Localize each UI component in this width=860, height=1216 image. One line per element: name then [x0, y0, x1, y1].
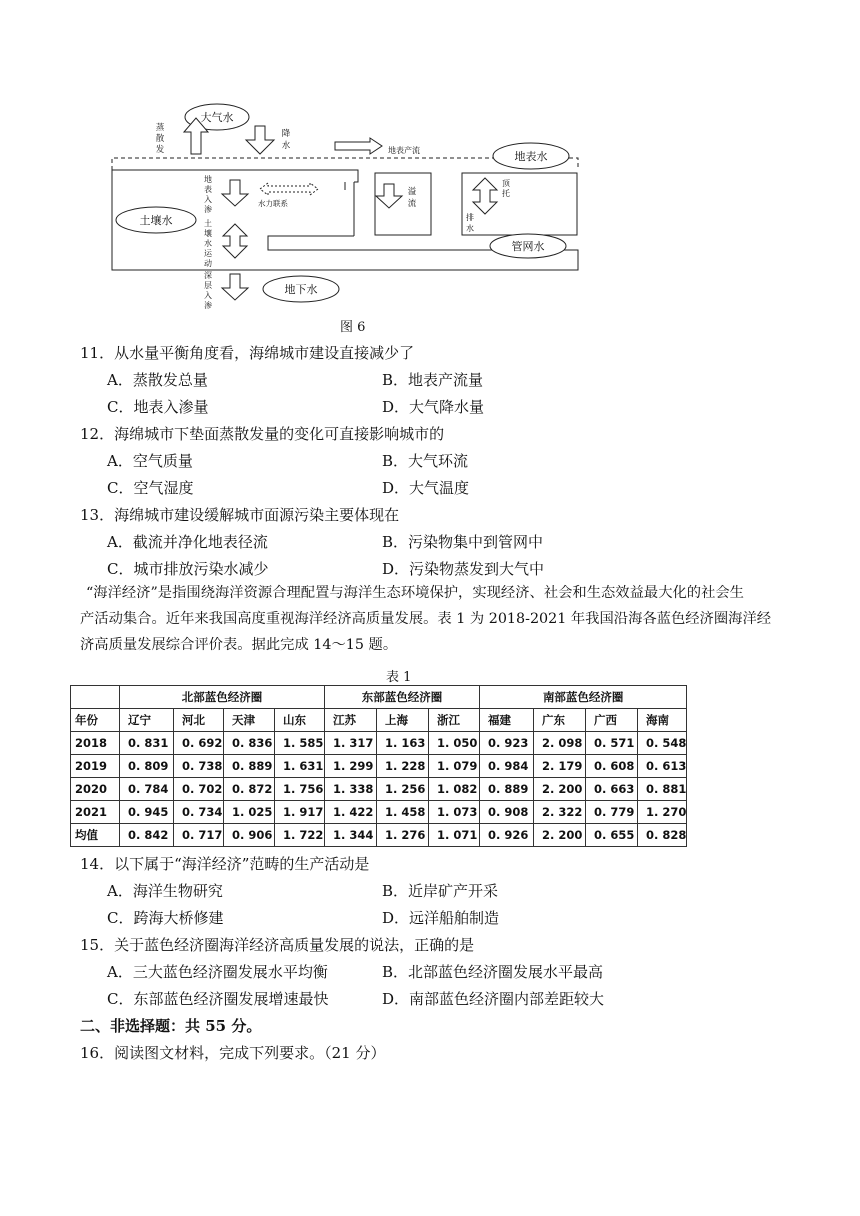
- col-header: 上海: [377, 709, 429, 732]
- value-cell: 0. 692: [174, 732, 224, 755]
- year-cell: 2018: [71, 732, 120, 755]
- col-header: 广东: [534, 709, 586, 732]
- value-cell: 2. 322: [534, 801, 586, 824]
- value-cell: 0. 881: [638, 778, 687, 801]
- drainage-label: [466, 212, 474, 233]
- value-cell: 1. 631: [275, 755, 325, 778]
- question-15-option-c: C．东部蓝色经济圈发展增速最快: [107, 990, 329, 1008]
- question-14-stem: 14．以下属于“海洋经济”范畴的生产活动是: [80, 855, 370, 873]
- year-cell: 2019: [71, 755, 120, 778]
- water-cycle-diagram: [100, 98, 600, 318]
- value-cell: 0. 779: [586, 801, 638, 824]
- table-corner-cell: [71, 686, 120, 709]
- value-cell: 1. 073: [429, 801, 480, 824]
- svg-text:壤: 壤: [204, 229, 212, 238]
- value-cell: 1. 256: [377, 778, 429, 801]
- table-row: [71, 732, 687, 755]
- value-cell: 0. 831: [120, 732, 174, 755]
- value-cell: 1. 422: [325, 801, 377, 824]
- table-group-row: [71, 686, 687, 709]
- value-cell: 0. 548: [638, 732, 687, 755]
- svg-text:地: 地: [204, 175, 212, 184]
- value-cell: 0. 809: [120, 755, 174, 778]
- pipe-water-label: 管网水: [511, 240, 545, 253]
- soil-water-label: 土壤水: [139, 214, 173, 227]
- question-15-option-d: D．南部蓝色经济圈内部差距较大: [382, 990, 605, 1008]
- value-cell: 0. 889: [480, 778, 534, 801]
- question-15-option-b: B．北部蓝色经济圈发展水平最高: [382, 963, 604, 981]
- value-cell: 0. 571: [586, 732, 638, 755]
- svg-text:托: 托: [502, 189, 510, 198]
- value-cell: 1. 917: [275, 801, 325, 824]
- question-13-stem: 13．海绵城市建设缓解城市面源污染主要体现在: [80, 506, 400, 524]
- svg-text:深: 深: [204, 271, 212, 280]
- question-15-option-a: A．三大蓝色经济圈发展水平均衡: [107, 963, 328, 981]
- precipitation-label: [282, 128, 291, 151]
- question-13-option-a: A．截流并净化地表径流: [107, 533, 268, 551]
- value-cell: 0. 889: [224, 755, 275, 778]
- svg-text:运: 运: [204, 249, 212, 258]
- value-cell: 2. 200: [534, 778, 586, 801]
- svg-text:溢: 溢: [407, 187, 417, 197]
- value-cell: 0. 906: [224, 824, 275, 847]
- infiltration-arrow: [222, 180, 248, 206]
- question-12-option-a: A．空气质量: [107, 452, 193, 470]
- group-north: 北部蓝色经济圈: [120, 686, 325, 709]
- svg-text:层: 层: [204, 281, 212, 290]
- question-13-option-c: C．城市排放污染水减少: [107, 560, 269, 578]
- jacking-drainage-arrow: [473, 178, 497, 214]
- svg-text:水: 水: [466, 224, 474, 233]
- value-cell: 1. 722: [275, 824, 325, 847]
- question-11-stem: 11．从水量平衡角度看，海绵城市建设直接减少了: [80, 344, 415, 362]
- svg-text:排: 排: [466, 213, 474, 222]
- svg-text:水: 水: [281, 141, 291, 151]
- value-cell: 1. 270: [638, 801, 687, 824]
- ground-water-label: 地下水: [284, 283, 318, 296]
- value-cell: 0. 926: [480, 824, 534, 847]
- soil-movement-arrow: [223, 224, 247, 258]
- value-cell: 1. 299: [325, 755, 377, 778]
- infiltration-label: [204, 174, 212, 214]
- svg-text:发: 发: [155, 145, 165, 155]
- passage-line-1: “海洋经济”是指围绕海洋资源合理配置与海洋生态环境保护，实现经济、社会和生态效益最大化的社会生: [86, 585, 744, 601]
- value-cell: 0. 842: [120, 824, 174, 847]
- hydraulic-link-arrow: [260, 183, 318, 195]
- overflow-label: [408, 186, 417, 209]
- value-cell: 0. 717: [174, 824, 224, 847]
- question-12-option-b: B．大气环流: [382, 452, 469, 470]
- table-caption: 表 1: [386, 670, 412, 685]
- value-cell: 1. 276: [377, 824, 429, 847]
- evaluation-table: [70, 685, 687, 847]
- year-cell: 2020: [71, 778, 120, 801]
- value-cell: 0. 828: [638, 824, 687, 847]
- passage: [80, 580, 792, 658]
- surface-runoff-arrow: [335, 138, 382, 154]
- value-cell: 1. 458: [377, 801, 429, 824]
- value-cell: 2. 098: [534, 732, 586, 755]
- col-header: 福建: [480, 709, 534, 732]
- section-2-heading: 二、非选择题：共 55 分。: [80, 1017, 262, 1035]
- value-cell: 1. 025: [224, 801, 275, 824]
- overflow-box: [375, 173, 431, 235]
- svg-text:土: 土: [204, 219, 212, 228]
- svg-text:降: 降: [281, 129, 291, 139]
- value-cell: 0. 702: [174, 778, 224, 801]
- question-13-option-d: D．污染物蒸发到大气中: [382, 560, 545, 578]
- col-header: 天津: [224, 709, 275, 732]
- passage-line-3: 济高质量发展综合评价表。据此完成 14～15 题。: [80, 637, 398, 653]
- table-header-row: [71, 709, 687, 732]
- passage-line-2: 产活动集合。近年来我国高度重视海洋经济高质量发展。表 1 为 2018-2021 年我国沿海各蓝色经济圈海洋经: [80, 611, 772, 627]
- col-header: 浙江: [429, 709, 480, 732]
- question-12-option-c: C．空气湿度: [107, 479, 194, 497]
- value-cell: 0. 663: [586, 778, 638, 801]
- precipitation-arrow: [246, 126, 274, 154]
- value-cell: 1. 163: [377, 732, 429, 755]
- svg-text:蒸: 蒸: [155, 123, 165, 133]
- question-14-option-b: B．近岸矿产开采: [382, 882, 499, 900]
- group-east: 东部蓝色经济圈: [325, 686, 480, 709]
- svg-text:表: 表: [204, 185, 212, 194]
- question-14-option-d: D．远洋船舶制造: [382, 909, 500, 927]
- table-row: [71, 824, 687, 847]
- value-cell: 1. 082: [429, 778, 480, 801]
- overflow-arrow: [376, 184, 402, 208]
- year-cell: 2021: [71, 801, 120, 824]
- question-11-option-a: A．蒸散发总量: [107, 371, 208, 389]
- value-cell: 0. 908: [480, 801, 534, 824]
- value-cell: 1. 756: [275, 778, 325, 801]
- svg-text:入: 入: [204, 291, 212, 300]
- value-cell: 1. 079: [429, 755, 480, 778]
- value-cell: 1. 344: [325, 824, 377, 847]
- table-row: [71, 778, 687, 801]
- value-cell: 1. 338: [325, 778, 377, 801]
- question-14-option-a: A．海洋生物研究: [107, 882, 223, 900]
- value-cell: 0. 923: [480, 732, 534, 755]
- svg-text:渗: 渗: [204, 301, 212, 310]
- table-row: [71, 755, 687, 778]
- value-cell: 1. 050: [429, 732, 480, 755]
- surface-water-label: 地表水: [514, 150, 548, 163]
- value-cell: 0. 608: [586, 755, 638, 778]
- col-header: 河北: [174, 709, 224, 732]
- question-12-stem: 12．海绵城市下垫面蒸散发量的变化可直接影响城市的: [80, 425, 445, 443]
- value-cell: 1. 071: [429, 824, 480, 847]
- figure-caption: 图 6: [340, 320, 366, 335]
- question-11-option-d: D．大气降水量: [382, 398, 485, 416]
- value-cell: 1. 585: [275, 732, 325, 755]
- value-cell: 0. 945: [120, 801, 174, 824]
- question-11-option-c: C．地表入渗量: [107, 398, 209, 416]
- value-cell: 1. 228: [377, 755, 429, 778]
- svg-text:流: 流: [407, 199, 417, 209]
- col-header: 海南: [638, 709, 687, 732]
- deep-infiltration-arrow: [222, 274, 248, 300]
- question-14-option-c: C．跨海大桥修建: [107, 909, 224, 927]
- value-cell: 0. 613: [638, 755, 687, 778]
- value-cell: 1. 317: [325, 732, 377, 755]
- svg-text:散: 散: [155, 134, 165, 144]
- soil-movement-label: [204, 218, 213, 268]
- question-12-option-d: D．大气温度: [382, 479, 470, 497]
- svg-text:水: 水: [204, 239, 212, 248]
- svg-text:入: 入: [204, 195, 212, 204]
- col-header: 辽宁: [120, 709, 174, 732]
- hydraulic-link-label: 水力联系: [258, 199, 288, 208]
- question-11-option-b: B．地表产流量: [382, 371, 484, 389]
- value-cell: 0. 738: [174, 755, 224, 778]
- col-header: 山东: [275, 709, 325, 732]
- svg-text:渗: 渗: [204, 205, 212, 214]
- atmos-water-label: 大气水: [200, 111, 234, 124]
- group-south: 南部蓝色经济圈: [480, 686, 687, 709]
- table-body: [71, 732, 687, 847]
- svg-text:顶: 顶: [502, 179, 510, 188]
- value-cell: 0. 734: [174, 801, 224, 824]
- value-cell: 0. 655: [586, 824, 638, 847]
- svg-text:动: 动: [204, 259, 212, 268]
- value-cell: 0. 836: [224, 732, 275, 755]
- value-cell: 0. 984: [480, 755, 534, 778]
- surface-runoff-label: 地表产流: [388, 146, 420, 155]
- table-row: [71, 801, 687, 824]
- deep-infiltration-label: [204, 271, 212, 310]
- col-header: 广西: [586, 709, 638, 732]
- value-cell: 0. 872: [224, 778, 275, 801]
- question-13-option-b: B．污染物集中到管网中: [382, 533, 544, 551]
- col-header: 江苏: [325, 709, 377, 732]
- value-cell: 2. 200: [534, 824, 586, 847]
- question-16-stem: 16．阅读图文材料，完成下列要求。（21 分）: [80, 1044, 386, 1062]
- year-cell: 均值: [71, 824, 120, 847]
- year-header: 年份: [71, 709, 120, 732]
- value-cell: 2. 179: [534, 755, 586, 778]
- value-cell: 0. 784: [120, 778, 174, 801]
- jacking-label: [502, 179, 511, 198]
- question-15-stem: 15．关于蓝色经济圈海洋经济高质量发展的说法，正确的是: [80, 936, 475, 954]
- evapotranspiration-label: [156, 122, 165, 155]
